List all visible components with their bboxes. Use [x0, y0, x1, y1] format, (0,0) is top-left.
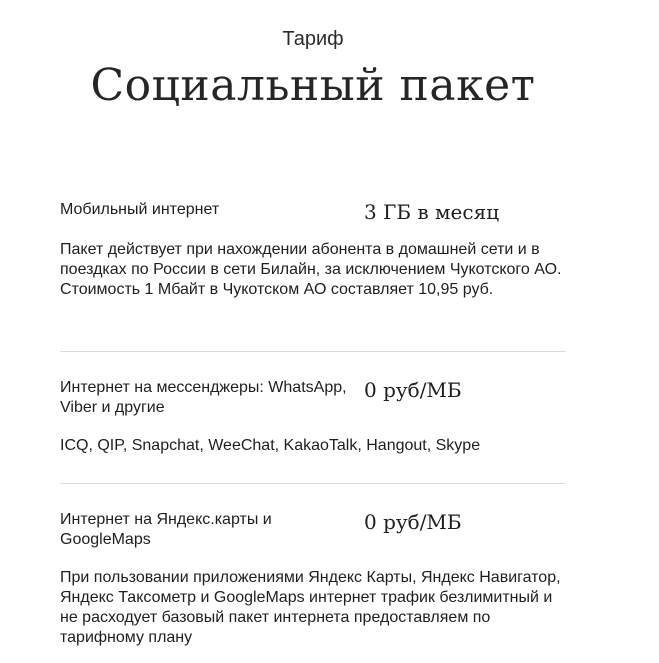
tariff-title: Социальный пакет	[90, 60, 536, 111]
feature-row	[60, 378, 566, 436]
feature-value: 0 руб/МБ	[364, 510, 462, 534]
feature-name: Мобильный интернет	[60, 201, 220, 218]
tariff-label: Тариф	[282, 28, 344, 50]
feature-row	[60, 200, 566, 240]
feature-note: При пользовании приложениями Яндекс Карты, Яндекс Навигатор, Яндекс Таксометр и GoogleMaps интернет трафик безлимитный и не расходует базовый пакет интернета предоставляем по тарифному плану	[60, 569, 561, 646]
feature-name: Интернет на Яндекс.карты и GoogleMaps	[60, 511, 272, 548]
feature-note: ICQ, QIP, Snapchat, WeeChat, KakaoTalk, Hangout, Skype	[60, 437, 481, 454]
feature-row	[60, 510, 566, 568]
feature-value: 0 руб/МБ	[364, 378, 462, 402]
feature-name: Интернет на мессенджеры: WhatsApp, Viber и другие	[60, 379, 347, 416]
divider	[60, 351, 566, 352]
feature-maps	[60, 510, 566, 648]
feature-messengers	[60, 378, 566, 456]
divider	[60, 483, 566, 484]
feature-mobile-internet	[60, 200, 566, 300]
feature-value: 3 ГБ в месяц	[364, 200, 500, 224]
feature-note: Пакет действует при нахождении абонента в домашней сети и в поездках по России в сети Билайн, за исключением Чукотского АО. Стоимость 1 Мбайт в Чукотском АО составляет 10,95 руб.	[60, 241, 562, 298]
